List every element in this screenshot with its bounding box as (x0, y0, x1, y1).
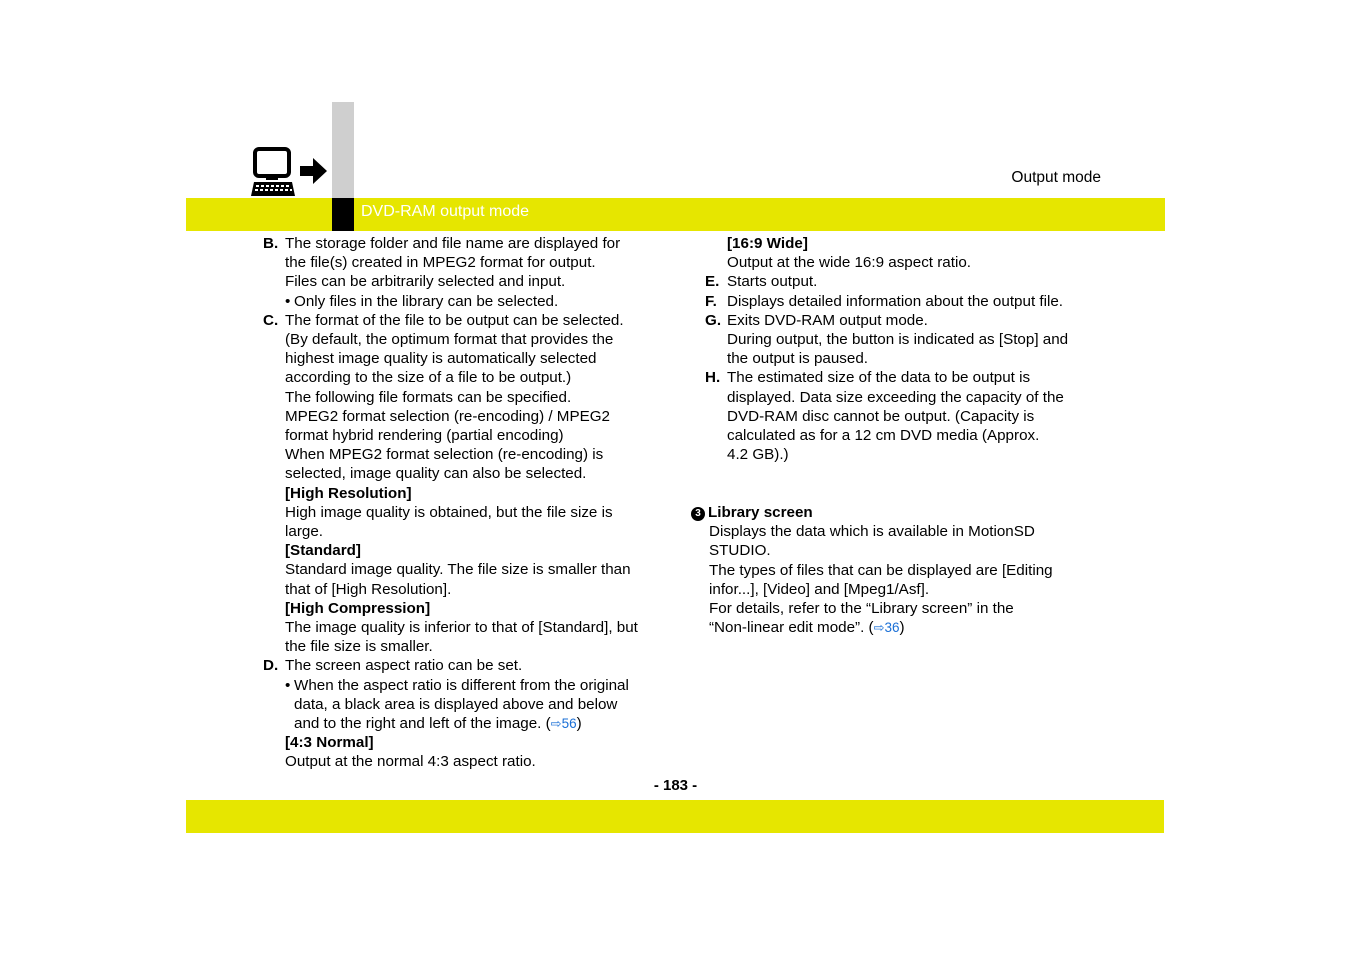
item-d (263, 656, 663, 771)
library-screen-section (691, 503, 1111, 637)
item-b-bullet: • Only files in the library can be selected. (285, 292, 559, 310)
wide-heading: [16:9 Wide] (727, 235, 808, 252)
library-line: For details, refer to the “Library screen” in the (709, 600, 1014, 618)
page-reference-number: 56 (561, 716, 577, 732)
item-b-line: the file(s) created in MPEG2 format for output. (285, 254, 596, 272)
page-reference-link[interactable] (551, 715, 577, 732)
item-g-label: G. (705, 311, 722, 329)
item-d-bullet-line-last: and to the right and left of the image. (⇨56) (294, 715, 582, 733)
high-resolution-heading: [High Resolution] (285, 484, 412, 502)
pc-to-output-icon (250, 146, 330, 198)
item-h-line: displayed. Data size exceeding the capacity of the (727, 388, 1064, 406)
page-arrow-icon: ⇨ (873, 620, 885, 636)
item-c-line: according to the size of a file to be output.) (285, 369, 572, 387)
high-compression-heading: [High Compression] (285, 599, 431, 617)
footer-band (186, 800, 1164, 833)
wide-line: Output at the wide 16:9 aspect ratio. (727, 254, 971, 272)
high-resolution-line: large. (285, 523, 323, 541)
item-d-line: The screen aspect ratio can be set. (285, 657, 523, 675)
normal-heading: [4:3 Normal] (285, 734, 374, 752)
item-c-line: highest image quality is automatically selected (285, 350, 597, 368)
item-b (263, 234, 663, 311)
item-e-label: E. (705, 273, 720, 291)
standard-line: that of [High Resolution]. (285, 580, 452, 598)
chapter-title: Output mode (1011, 169, 1101, 186)
item-c-line: When MPEG2 format selection (re-encoding) is (285, 446, 604, 464)
item-h-line: 4.2 GB).) (727, 446, 789, 464)
item-b-line: Files can be arbitrarily selected and input. (285, 273, 566, 291)
item-d-bullet-line: data, a black area is displayed above and below (294, 695, 618, 713)
item-f-line: Displays detailed information about the output file. (727, 292, 1064, 310)
high-compression-line: the file size is smaller. (285, 638, 433, 656)
circled-number-icon: 3 (691, 507, 705, 521)
item-c-line: The following file formats can be specified. (285, 388, 572, 406)
page-reference-number: 36 (884, 620, 900, 636)
item-b-label: B. (263, 235, 279, 252)
item-c-line: selected, image quality can also be selected. (285, 465, 587, 483)
item-h-line: calculated as for a 12 cm DVD media (Approx. (727, 427, 1040, 445)
item-d-bullet-line: When the aspect ratio is different from the original (294, 676, 629, 694)
item-g-line: the output is paused. (727, 350, 869, 368)
item-c (263, 311, 663, 657)
item-d-bullet: • When the aspect ratio is different from the original data, a black area is displayed above and below and to the right and left of the image. (⇨56) (285, 676, 629, 733)
standard-heading: [Standard] (285, 542, 361, 560)
library-line: The types of files that can be displayed are [Editing (709, 561, 1053, 579)
page-reference-link[interactable] (874, 619, 900, 636)
normal-line: Output at the normal 4:3 aspect ratio. (285, 753, 536, 771)
header-grey-tab (332, 102, 354, 198)
item-h-label: H. (705, 369, 721, 387)
item-c-line: MPEG2 format selection (re-encoding) / MPEG2 (285, 407, 610, 425)
item-f-label: F. (705, 292, 717, 310)
item-c-label: C. (263, 311, 279, 329)
item-e-line: Starts output. (727, 273, 818, 291)
item-g (705, 311, 1105, 369)
section-title: DVD-RAM output mode (361, 203, 530, 220)
item-c-line: format hybrid rendering (partial encoding) (285, 427, 564, 445)
library-line: Displays the data which is available in MotionSD (709, 523, 1035, 541)
wide-option (705, 234, 1105, 272)
item-h (705, 368, 1105, 464)
item-b-bullet-text: Only files in the library can be selected. (294, 292, 559, 310)
left-column (263, 234, 663, 772)
library-screen-heading (691, 503, 1111, 522)
library-screen-title: Library screen (708, 504, 813, 521)
item-c-line: (By default, the optimum format that provides the (285, 331, 614, 349)
item-e (705, 272, 1105, 291)
standard-line: Standard image quality. The file size is smaller than (285, 561, 631, 579)
library-line: infor...], [Video] and [Mpeg1/Asf]. (709, 580, 930, 598)
high-resolution-line: High image quality is obtained, but the file size is (285, 503, 613, 521)
library-line: “Non-linear edit mode”. ( (709, 619, 874, 637)
library-line: STUDIO. (709, 542, 771, 560)
right-column (705, 234, 1105, 464)
item-h-line: The estimated size of the data to be output is (727, 369, 1031, 387)
page-arrow-icon: ⇨ (550, 716, 562, 732)
page-number: - 183 - (653, 777, 698, 794)
item-d-label: D. (263, 657, 279, 675)
item-h-line: DVD-RAM disc cannot be output. (Capacity is (727, 407, 1035, 425)
library-line-last: “Non-linear edit mode”. (⇨36) (709, 619, 905, 637)
item-g-line: During output, the button is indicated as [Stop] and (727, 331, 1069, 349)
high-compression-line: The image quality is inferior to that of [Standard], but (285, 619, 638, 637)
item-c-line: The format of the file to be output can be selected. (285, 311, 624, 329)
item-d-bullet-text: and to the right and left of the image. ( (294, 715, 551, 733)
item-f (705, 292, 1105, 311)
section-header-black-tab (332, 198, 354, 231)
item-b-line: The storage folder and file name are displayed for (285, 235, 621, 252)
item-g-line: Exits DVD-RAM output mode. (727, 311, 928, 329)
